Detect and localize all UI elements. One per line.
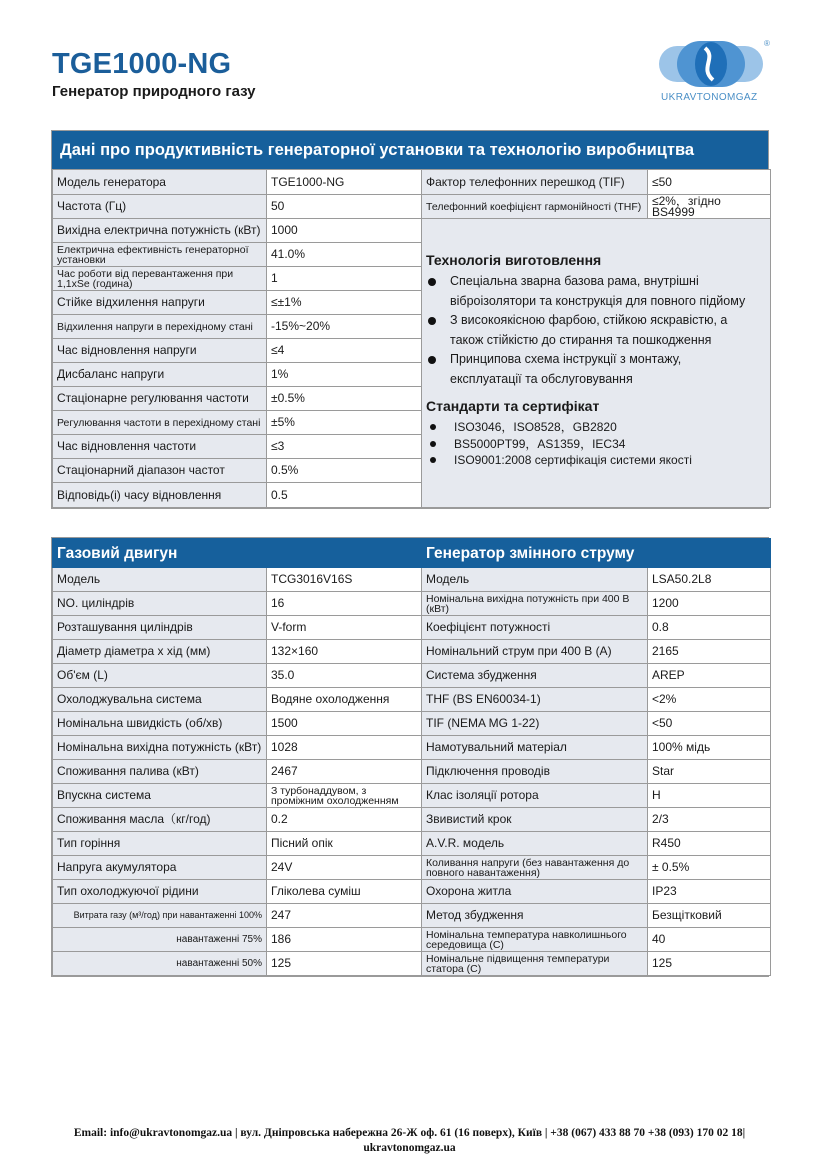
list-item xyxy=(426,292,764,312)
perf-label: Час роботи від перевантаження при 1,1xSe (година) xyxy=(53,267,267,291)
engine-value: 35.0 xyxy=(267,664,422,688)
tech-line: З високоякісною фарбою, стійкою яскравістю, а xyxy=(450,313,728,327)
alternator-value: <50 xyxy=(648,712,771,736)
perf-right-value: ≤50 xyxy=(648,170,771,195)
alternator-value: 0.8 xyxy=(648,616,771,640)
alternator-label: Клас ізоляції ротора xyxy=(422,784,648,808)
technology-title: Технологія виготовлення xyxy=(426,252,602,268)
perf-label: Регулювання частоти в перехідному стані xyxy=(53,411,267,435)
alternator-label: THF (BS EN60034-1) xyxy=(422,688,648,712)
engine-label: Тип горіння xyxy=(53,832,267,856)
engine-value: 24V xyxy=(267,856,422,880)
engine-value: 1028 xyxy=(267,736,422,760)
logo-text: UKRAVTONOMGAZ xyxy=(661,92,758,103)
alternator-value: R450 xyxy=(648,832,771,856)
perf-value: 1 xyxy=(267,267,422,291)
list-item xyxy=(426,419,764,436)
engine-heading: Газовий двигун xyxy=(53,539,422,568)
engine-label: Номінальна швидкість (об/хв) xyxy=(53,712,267,736)
alternator-heading: Генератор змінного струму xyxy=(422,539,771,568)
engine-label: Витрата газу (м³/год) при навантаженні 100% xyxy=(53,904,267,928)
list-item xyxy=(426,331,764,351)
page-title: TGE1000-NG xyxy=(52,48,232,80)
perf-label: Частота (Гц) xyxy=(53,195,267,219)
standards-title: Стандарти та сертифікат xyxy=(426,398,600,414)
table-row xyxy=(53,904,771,928)
table-row xyxy=(53,616,771,640)
footer xyxy=(0,1126,819,1156)
perf-label: Модель генератора xyxy=(53,170,267,195)
alternator-value: <2% xyxy=(648,688,771,712)
footer-website[interactable]: ukravtonomgaz.ua xyxy=(363,1142,456,1154)
alternator-label: Звивистий крок xyxy=(422,808,648,832)
engine-value: Водяне охолодження xyxy=(267,688,422,712)
alternator-label: TIF (NEMA MG 1-22) xyxy=(422,712,648,736)
alternator-label: Підключення проводів xyxy=(422,760,648,784)
tech-line: Спеціальна зварна базова рама, внутрішні xyxy=(450,274,699,288)
engine-label: Модель xyxy=(53,568,267,592)
tech-line: експлуатації та обслуговування xyxy=(450,371,633,386)
engine-value: 247 xyxy=(267,904,422,928)
alternator-value: Star xyxy=(648,760,771,784)
alternator-value: IP23 xyxy=(648,880,771,904)
perf-value: ≤±1% xyxy=(267,291,422,315)
table-row xyxy=(53,760,771,784)
alternator-label: A.V.R. модель xyxy=(422,832,648,856)
footer-contacts: Email: info@ukravtonomgaz.ua | вул. Дніпровська набережна 26-Ж оф. 61 (16 поверх), Київ | +38 (067) 433 88 70 +38 (093) 170 02 18| xyxy=(73,1127,746,1139)
engine-label: Споживання масла（кг/год) xyxy=(53,808,267,832)
engine-value: 1500 xyxy=(267,712,422,736)
logo-registered-mark: ® xyxy=(764,39,770,48)
perf-value: 1000 xyxy=(267,219,422,243)
alternator-value: H xyxy=(648,784,771,808)
table-row xyxy=(53,170,771,195)
engine-value: З турбонаддувом, з проміжним охолодженням xyxy=(267,784,422,808)
engine-label: Номінальна вихідна потужність (кВт) xyxy=(53,736,267,760)
bullet-icon xyxy=(428,356,436,364)
list-item xyxy=(426,350,764,370)
perf-label: Стаціонарний діапазон частот xyxy=(53,459,267,483)
table-row xyxy=(53,856,771,880)
specs-section xyxy=(51,537,769,977)
specs-table xyxy=(52,538,771,976)
bullet-icon xyxy=(430,441,436,447)
bullet-icon xyxy=(430,424,436,430)
technology-panel xyxy=(422,219,771,508)
alternator-label: Намотувальний матеріал xyxy=(422,736,648,760)
perf-label: Дисбаланс напруги xyxy=(53,363,267,387)
engine-label: Впускна система xyxy=(53,784,267,808)
table-row xyxy=(53,952,771,976)
technology-list xyxy=(426,272,764,389)
engine-label: навантаженні 50% xyxy=(53,952,267,976)
table-row xyxy=(53,736,771,760)
table-row xyxy=(53,219,771,243)
table-row xyxy=(53,195,771,219)
engine-value: 16 xyxy=(267,592,422,616)
engine-label: Споживання палива (кВт) xyxy=(53,760,267,784)
alternator-value: LSA50.2L8 xyxy=(648,568,771,592)
engine-label: Тип охолоджуючої рідини xyxy=(53,880,267,904)
alternator-label: Модель xyxy=(422,568,648,592)
perf-value: ≤4 xyxy=(267,339,422,363)
table-header-row xyxy=(53,539,771,568)
tech-line: Принципова схема інструкції з монтажу, xyxy=(450,352,682,366)
standards-list xyxy=(426,419,764,469)
table-row xyxy=(53,712,771,736)
engine-label: Об'єм (L) xyxy=(53,664,267,688)
engine-value: TCG3016V16S xyxy=(267,568,422,592)
standard-text: ISO9001:2008 сертифікація системи якості xyxy=(454,453,692,467)
perf-value: 0.5% xyxy=(267,459,422,483)
table-row xyxy=(53,880,771,904)
perf-label: Час відновлення частоти xyxy=(53,435,267,459)
performance-heading: Дані про продуктивність генераторної установки та технологію виробництва xyxy=(52,131,768,169)
perf-right-label: Телефонний коефіцієнт гармонійності (THF) xyxy=(422,195,648,219)
alternator-label: Номінальна вихідна потужність при 400 В (кВт) xyxy=(422,592,648,616)
alternator-label: Номінальна температура навколишнього середовища (С) xyxy=(422,928,648,952)
list-item xyxy=(426,272,764,292)
engine-value: 2467 xyxy=(267,760,422,784)
perf-value: ≤3 xyxy=(267,435,422,459)
perf-label: Електрична ефективність генераторної установки xyxy=(53,243,267,267)
engine-value: 132×160 xyxy=(267,640,422,664)
perf-value: 50 xyxy=(267,195,422,219)
table-row xyxy=(53,928,771,952)
performance-table xyxy=(52,169,771,508)
perf-right-value: ≤2%，згідно BS4999 xyxy=(648,195,771,219)
alternator-value: 125 xyxy=(648,952,771,976)
perf-value: 1% xyxy=(267,363,422,387)
bullet-icon xyxy=(428,317,436,325)
engine-label: Напруга акумулятора xyxy=(53,856,267,880)
alternator-value: 2165 xyxy=(648,640,771,664)
alternator-label: Охорона житла xyxy=(422,880,648,904)
alternator-value: 100% мідь xyxy=(648,736,771,760)
list-item xyxy=(426,452,764,469)
alternator-value: AREP xyxy=(648,664,771,688)
table-row xyxy=(53,664,771,688)
alternator-value: Безщітковий xyxy=(648,904,771,928)
perf-value: TGE1000-NG xyxy=(267,170,422,195)
engine-value: Пісний опік xyxy=(267,832,422,856)
engine-value: V-form xyxy=(267,616,422,640)
engine-value: Гліколева суміш xyxy=(267,880,422,904)
perf-value: -15%~20% xyxy=(267,315,422,339)
performance-section xyxy=(51,130,769,509)
engine-value: 0.2 xyxy=(267,808,422,832)
alternator-label: Система збудження xyxy=(422,664,648,688)
perf-value: 0.5 xyxy=(267,483,422,508)
table-row xyxy=(53,592,771,616)
engine-label: NO. циліндрів xyxy=(53,592,267,616)
table-row xyxy=(53,808,771,832)
alternator-value: 1200 xyxy=(648,592,771,616)
table-row xyxy=(53,688,771,712)
perf-label: Стійке відхилення напруги xyxy=(53,291,267,315)
engine-label: Розташування циліндрів xyxy=(53,616,267,640)
list-item xyxy=(426,311,764,331)
table-row xyxy=(53,568,771,592)
perf-label: Відповідь(і) часу відновлення xyxy=(53,483,267,508)
perf-right-label: Фактор телефонних перешкод (TIF) xyxy=(422,170,648,195)
list-item xyxy=(426,370,764,390)
perf-label: Стаціонарне регулювання частоти xyxy=(53,387,267,411)
bullet-icon xyxy=(428,278,436,286)
table-row xyxy=(53,832,771,856)
alternator-label: Метод збудження xyxy=(422,904,648,928)
standard-text: ISO3046，ISO8528，GB2820 xyxy=(454,420,617,434)
alternator-value: ± 0.5% xyxy=(648,856,771,880)
list-item xyxy=(426,436,764,453)
perf-value: 41.0% xyxy=(267,243,422,267)
tech-line: віброізолятори та конструкція для повного підйому xyxy=(450,293,746,308)
table-row xyxy=(53,640,771,664)
perf-label: Вихідна електрична потужність (кВт) xyxy=(53,219,267,243)
engine-label: Діаметр діаметра x хід (мм) xyxy=(53,640,267,664)
table-row xyxy=(53,784,771,808)
tech-line: також стійкістю до стирання та пошкодження xyxy=(450,332,712,347)
engine-value: 186 xyxy=(267,928,422,952)
alternator-label: Номінальне підвищення температури статора (С) xyxy=(422,952,648,976)
perf-value: ±0.5% xyxy=(267,387,422,411)
engine-value: 125 xyxy=(267,952,422,976)
perf-label: Відхилення напруги в перехідному стані xyxy=(53,315,267,339)
perf-label: Час відновлення напруги xyxy=(53,339,267,363)
alternator-label: Коефіцієнт потужності xyxy=(422,616,648,640)
engine-label: навантаженні 75% xyxy=(53,928,267,952)
standard-text: BS5000PT99，AS1359，IEC34 xyxy=(454,436,626,451)
engine-label: Охолоджувальна система xyxy=(53,688,267,712)
bullet-icon xyxy=(430,457,436,463)
page-subtitle: Генератор природного газу xyxy=(52,83,256,100)
alternator-label: Коливання напруги (без навантаження до повного навантаження) xyxy=(422,856,648,880)
perf-value: ±5% xyxy=(267,411,422,435)
alternator-value: 2/3 xyxy=(648,808,771,832)
alternator-value: 40 xyxy=(648,928,771,952)
alternator-label: Номінальний струм при 400 В (А) xyxy=(422,640,648,664)
